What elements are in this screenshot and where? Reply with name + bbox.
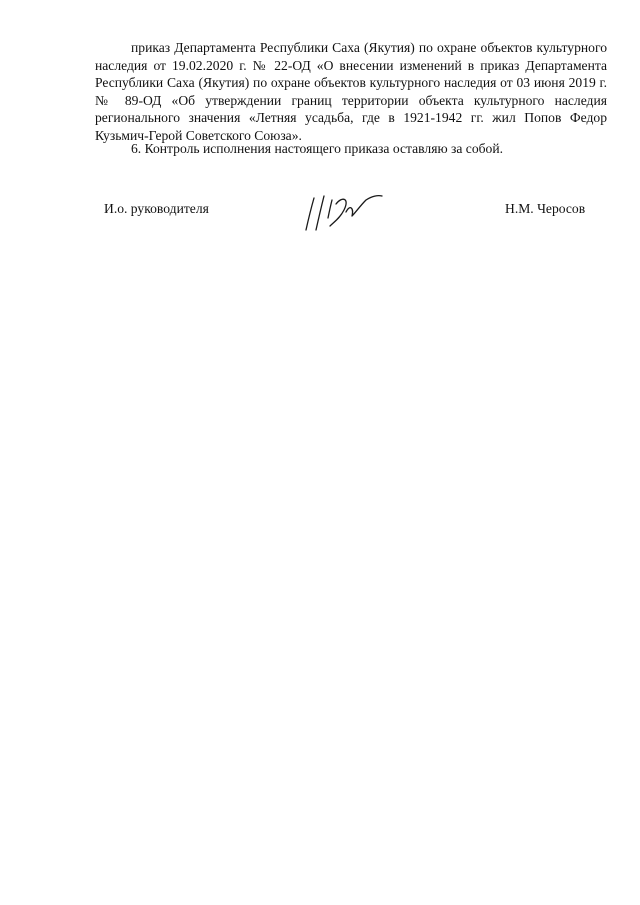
signatory-role: И.о. руководителя [104, 201, 209, 216]
paragraph-5-continuation: приказ Департамента Республики Саха (Якутия) по охране объектов культурного наследия от 19.02.2020 г. № 22-ОД «О внесении изменений в приказ Департамента Республики Саха (Якутия) по охране объектов культурного наследия от 03 июня 2019 г. № 89-ОД «Об утверждении границ территории объекта культурного наследия регионального значения «Летняя усадьба, где в 1921-1942 гг. жил Попов Федор Кузьмич-Герой Советского Союза». [95, 40, 607, 143]
paragraph-6: 6. Контроль исполнения настоящего приказа оставляю за собой. [131, 141, 504, 156]
signatory-name: Н.М. Черосов [505, 201, 586, 216]
handwritten-signature-icon [300, 186, 384, 242]
